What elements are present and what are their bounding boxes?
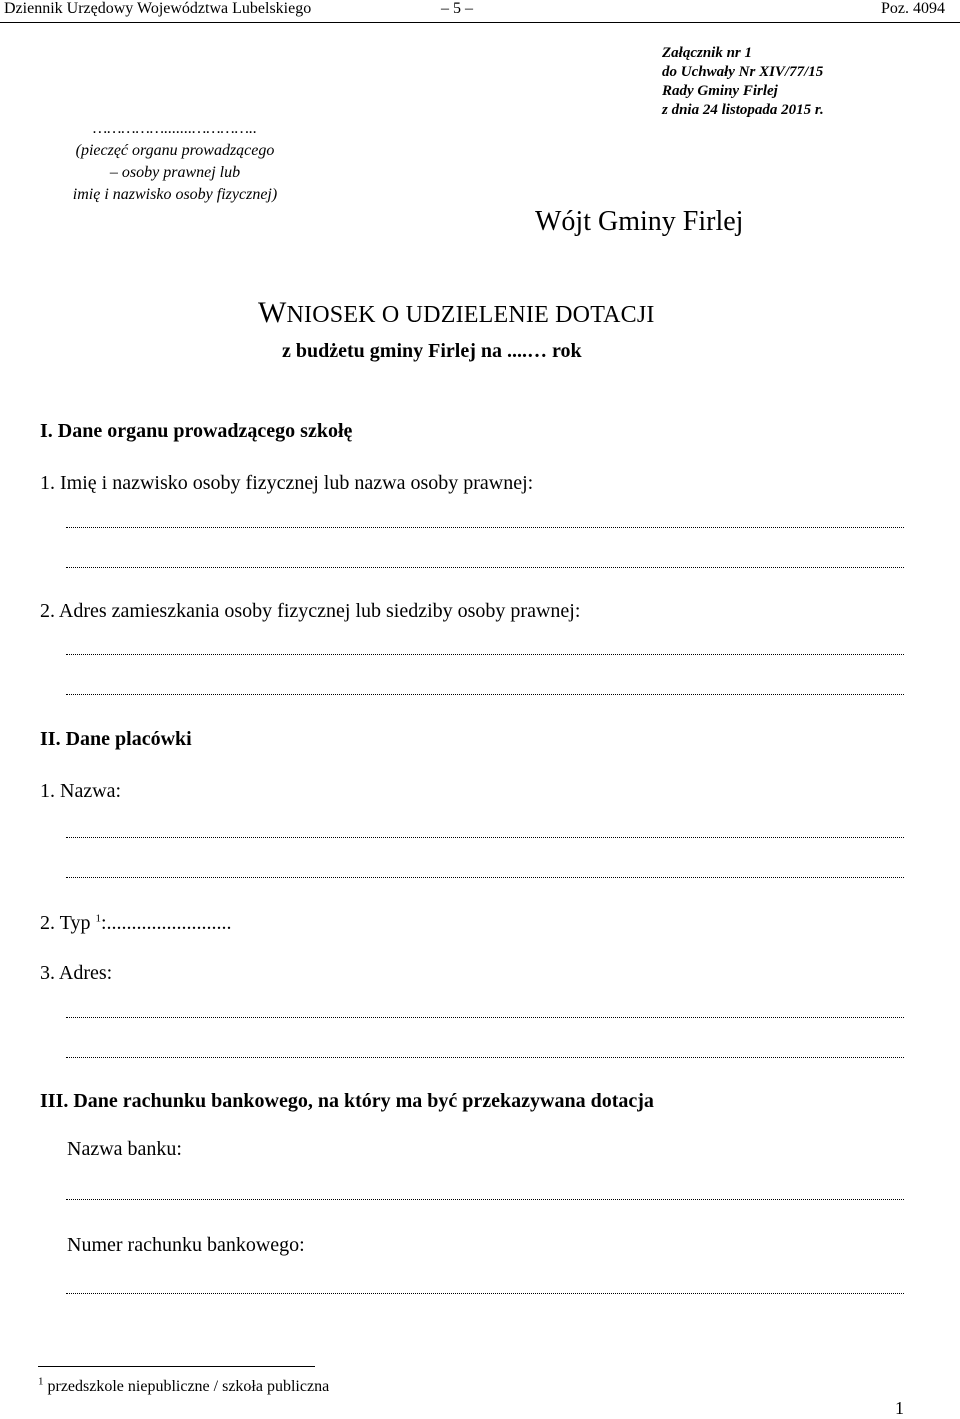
field-2-1-line-2[interactable] [66, 876, 904, 878]
stamp-line-1: (pieczęć organu prowadzącego [75, 142, 275, 159]
field-2-1-label: 1. Nazwa: [40, 780, 122, 802]
page-indicator: – 5 – [441, 0, 473, 17]
attachment-line-4: z dnia 24 listopada 2015 r. [662, 102, 824, 118]
header-rule [0, 22, 960, 23]
footnote-text: przedszkole niepubliczne / szkoła publiczna [43, 1378, 330, 1395]
attachment-line-3: Rady Gminy Firlej [662, 83, 778, 99]
field-1-1-line-1[interactable] [66, 526, 904, 528]
field-1-1-label: 1. Imię i nazwisko osoby fizycznej lub nazwa osoby prawnej: [40, 472, 534, 494]
account-number-line[interactable] [66, 1292, 904, 1294]
journal-title: Dziennik Urzędowy Województwa Lubelskiego [4, 0, 312, 17]
attachment-line-2: do Uchwały Nr XIV/77/15 [662, 64, 824, 80]
account-number-label: Numer rachunku bankowego: [67, 1234, 305, 1256]
position-number: Poz. 4094 [881, 0, 945, 17]
stamp-line-3: imię i nazwisko osoby fizycznej) [72, 186, 278, 203]
field-2-1-line-1[interactable] [66, 836, 904, 838]
stamp-line-2: – osoby prawnej lub [109, 164, 241, 181]
bank-name-line[interactable] [66, 1198, 904, 1200]
field-1-1-line-2[interactable] [66, 566, 904, 568]
attachment-line-1: Załącznik nr 1 [662, 45, 753, 61]
document-title [258, 296, 655, 330]
addressee: Wójt Gminy Firlej [535, 206, 744, 237]
field-1-2-line-2[interactable] [66, 693, 904, 695]
footnote [38, 1375, 330, 1396]
field-1-2-label: 2. Adres zamieszkania osoby fizycznej lub siedziby osoby prawnej: [40, 600, 581, 622]
footnote-marker: 1 [38, 1375, 44, 1388]
page-number: 1 [895, 1398, 904, 1418]
bank-name-label: Nazwa banku: [67, 1138, 182, 1160]
section-1-heading: I. Dane organu prowadzącego szkołę [40, 420, 353, 442]
field-1-2-line-1[interactable] [66, 653, 904, 655]
footnote-rule [38, 1366, 315, 1367]
stamp-dots: …………….......………….. [92, 120, 258, 137]
field-2-3-label: 3. Adres: [40, 962, 113, 984]
field-2-2-dots[interactable]: :......................... [100, 912, 232, 934]
field-2-3-line-2[interactable] [66, 1056, 904, 1058]
section-3-heading: III. Dane rachunku bankowego, na który ma być przekazywana dotacja [40, 1090, 654, 1112]
section-2-heading: II. Dane placówki [40, 728, 192, 750]
document-subtitle: z budżetu gminy Firlej na ....… rok [282, 340, 582, 362]
field-2-2-label [40, 912, 232, 935]
title-rest: NIOSEK O UDZIELENIE DOTACJI [286, 302, 655, 328]
field-2-3-line-1[interactable] [66, 1016, 904, 1018]
title-initial: W [258, 296, 287, 329]
footnote-ref: 1 [95, 912, 101, 925]
field-2-2-prefix: 2. Typ [40, 912, 91, 934]
